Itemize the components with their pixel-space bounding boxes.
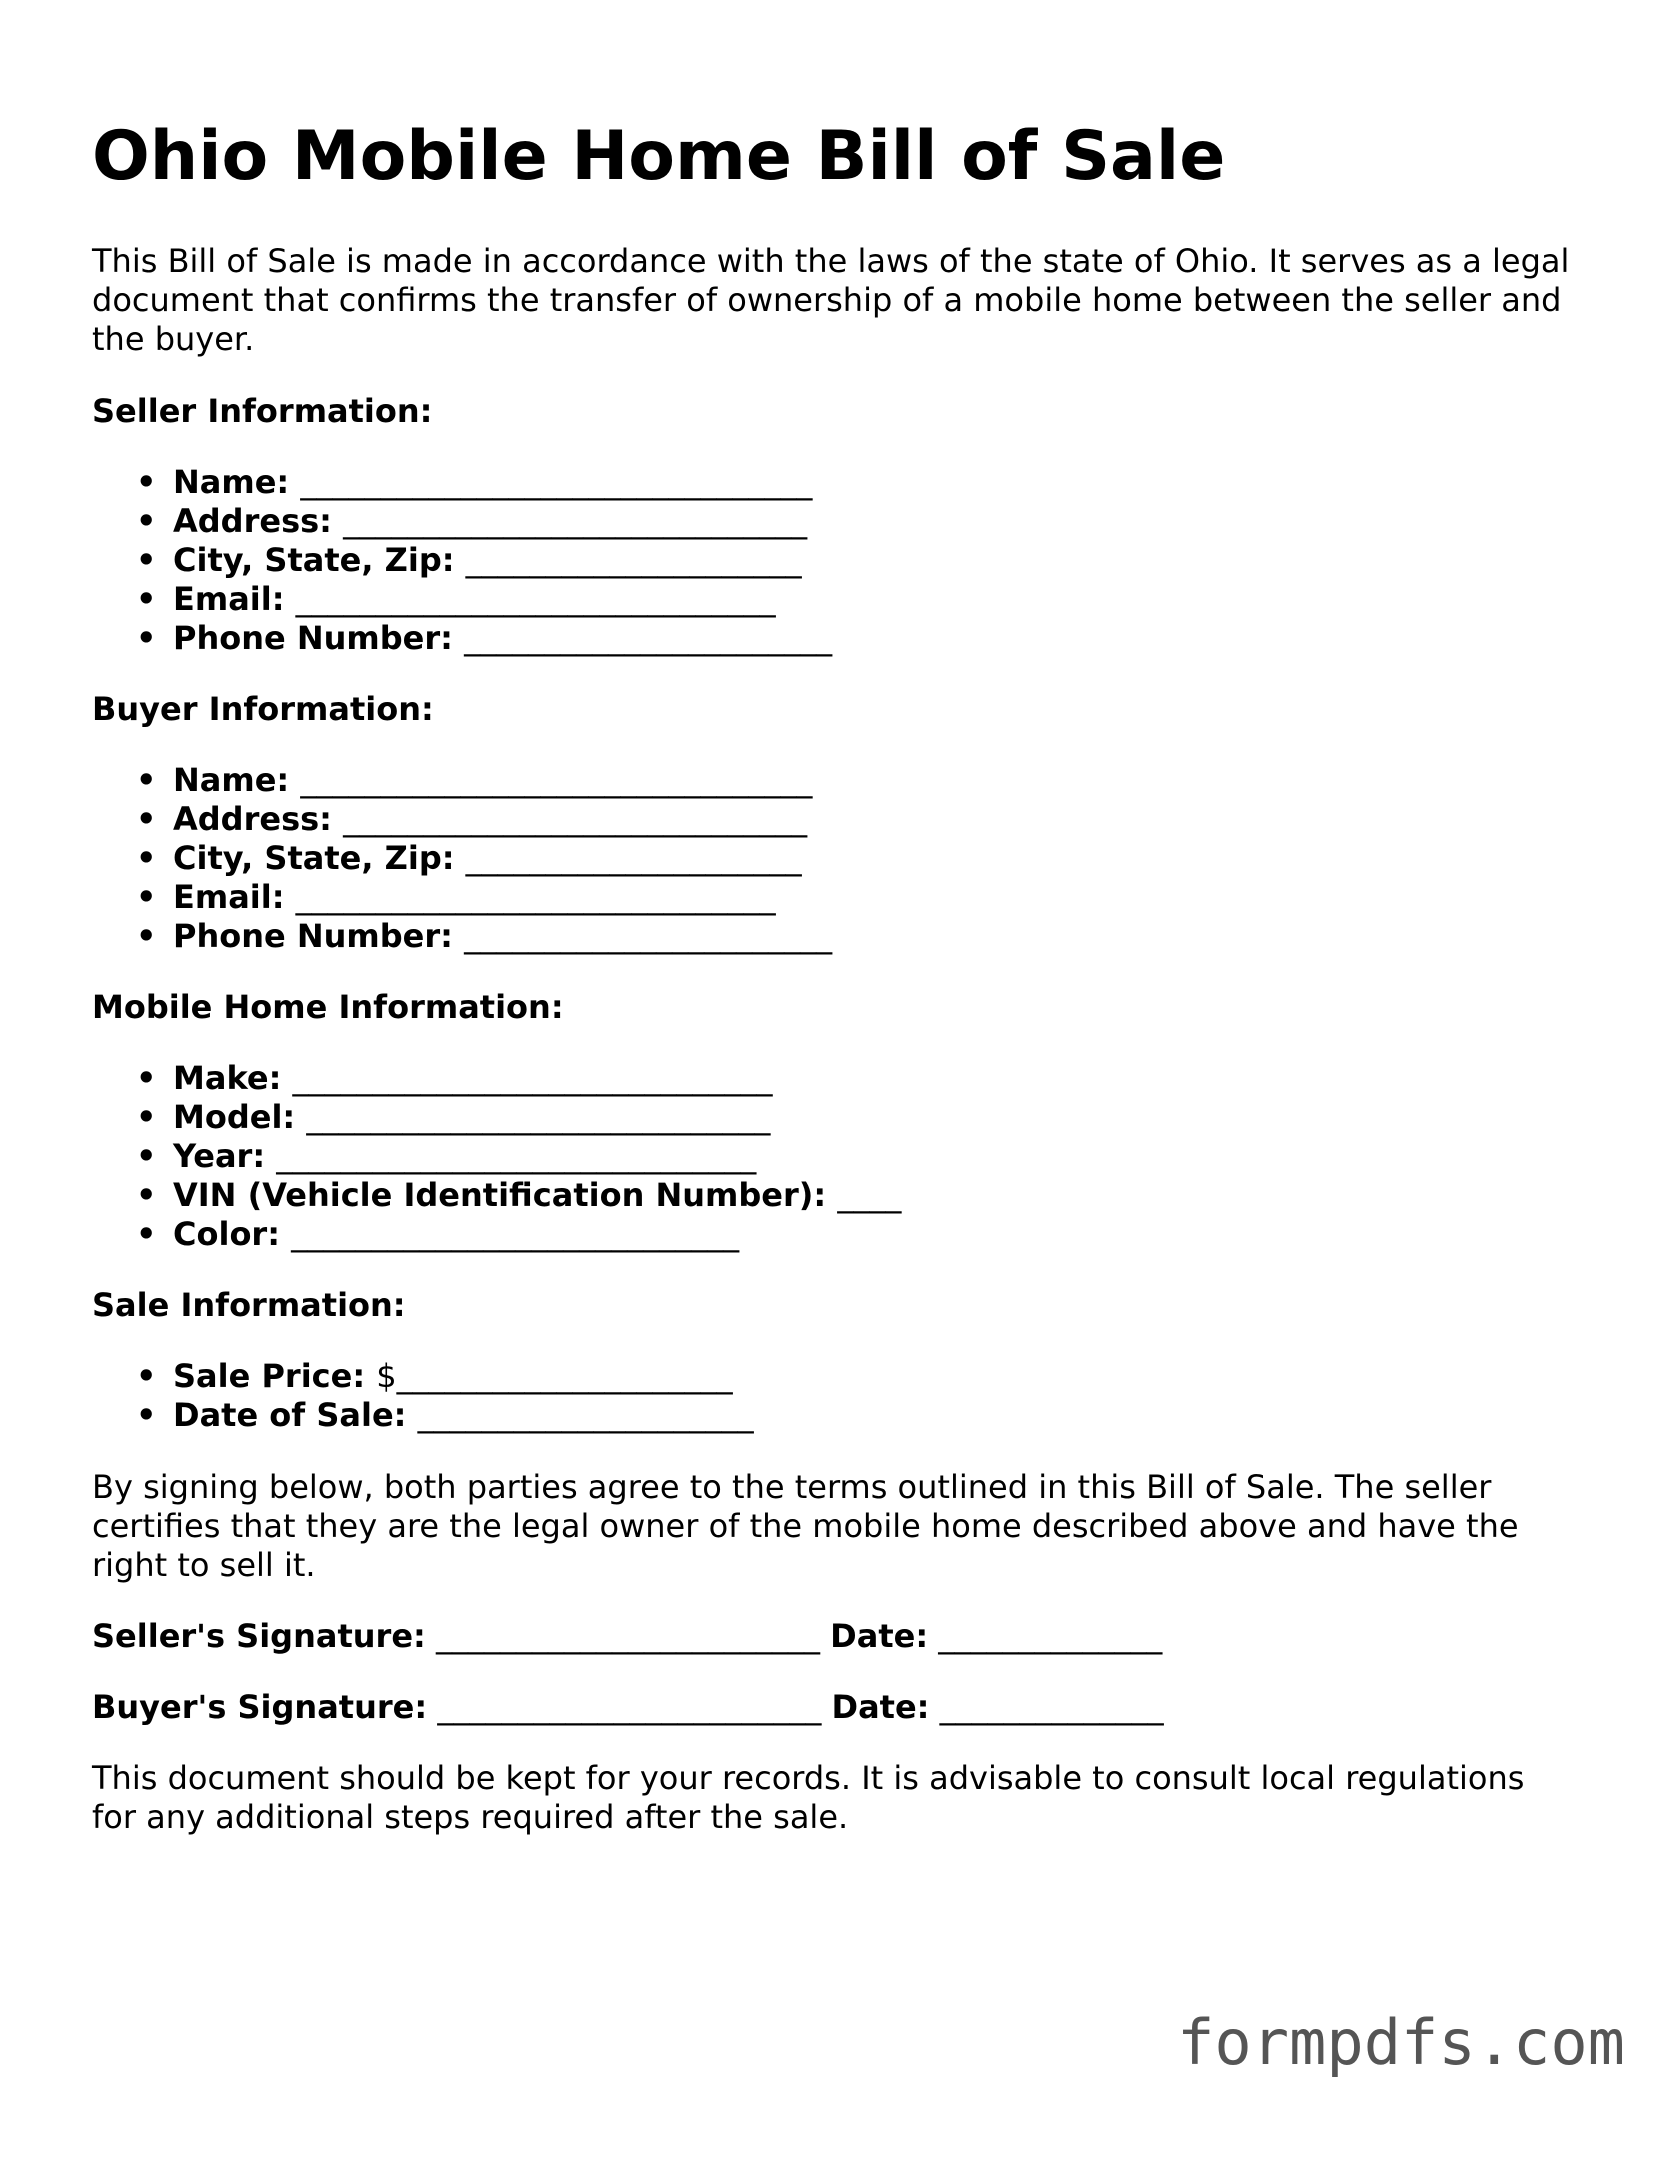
closing-paragraph: This document should be kept for your records. It is advisable to consult local regulations for any additional steps required after the sale. <box>92 1759 1525 1836</box>
seller-signature-blank[interactable]: ________________________ <box>435 1617 820 1655</box>
sale-price-field[interactable] <box>92 1357 754 1396</box>
seller-signature-label: Seller's Signature: <box>92 1617 426 1655</box>
field-label: Phone Number: <box>173 917 453 955</box>
model-field[interactable] <box>92 1098 901 1137</box>
field-blank[interactable]: ________________________________ <box>300 463 813 501</box>
buyer-signature-label: Buyer's Signature: <box>92 1688 428 1726</box>
sale-fields-list <box>92 1357 754 1435</box>
sale-section-heading: Sale Information: <box>92 1286 406 1324</box>
field-blank[interactable]: _______________________ <box>464 619 833 657</box>
field-label: Email: <box>173 878 285 916</box>
field-label: Email: <box>173 580 285 618</box>
field-blank[interactable]: _____________________ <box>465 839 802 877</box>
field-label: Name: <box>173 761 290 799</box>
field-blank[interactable]: _____________________________ <box>343 800 808 838</box>
field-label: City, State, Zip: <box>173 541 455 579</box>
seller-email-field[interactable] <box>92 580 832 619</box>
buyer-signature-row <box>92 1688 1164 1727</box>
field-blank[interactable]: ______________________________ <box>276 1137 757 1175</box>
date-of-sale-field[interactable] <box>92 1396 754 1435</box>
mobile-home-fields-list <box>92 1059 901 1254</box>
seller-city-state-zip-field[interactable] <box>92 541 832 580</box>
buyer-date-label: Date: <box>831 1688 930 1726</box>
mobile-home-section-heading: Mobile Home Information: <box>92 988 564 1026</box>
field-blank[interactable]: ____________________________ <box>291 1215 740 1253</box>
seller-fields-list <box>92 463 832 658</box>
buyer-fields-list <box>92 761 832 956</box>
field-label: Year: <box>173 1137 266 1175</box>
seller-section-heading: Seller Information: <box>92 392 433 430</box>
color-field[interactable] <box>92 1215 901 1254</box>
field-label: Model: <box>173 1098 296 1136</box>
page-title: Ohio Mobile Home Bill of Sale <box>92 117 1226 196</box>
agreement-paragraph: By signing below, both parties agree to the terms outlined in this Bill of Sale. The seller certifies that they are the legal owner of the mobile home described above and have the right to sell it. <box>92 1468 1519 1584</box>
seller-address-field[interactable] <box>92 502 832 541</box>
field-blank[interactable]: _______________________ <box>464 917 833 955</box>
seller-signature-row <box>92 1617 1162 1656</box>
vin-field[interactable] <box>92 1176 901 1215</box>
seller-phone-field[interactable] <box>92 619 832 658</box>
field-blank[interactable]: _____________________ <box>465 541 802 579</box>
field-label: Address: <box>173 502 332 540</box>
seller-name-field[interactable] <box>92 463 832 502</box>
field-label: Name: <box>173 463 290 501</box>
field-label: Sale Price: <box>173 1357 366 1395</box>
field-blank[interactable]: ______________________________ <box>292 1059 773 1097</box>
buyer-city-state-zip-field[interactable] <box>92 839 832 878</box>
field-label: VIN (Vehicle Identification Number): <box>173 1176 827 1214</box>
buyer-phone-field[interactable] <box>92 917 832 956</box>
year-field[interactable] <box>92 1137 901 1176</box>
buyer-email-field[interactable] <box>92 878 832 917</box>
make-field[interactable] <box>92 1059 901 1098</box>
field-label: Date of Sale: <box>173 1396 407 1434</box>
buyer-address-field[interactable] <box>92 800 832 839</box>
watermark-text: formpdfs.com <box>1177 2006 1625 2079</box>
field-blank[interactable]: _____________________ <box>417 1396 754 1434</box>
field-blank[interactable]: _____________________________ <box>343 502 808 540</box>
seller-date-label: Date: <box>830 1617 929 1655</box>
field-label: Address: <box>173 800 332 838</box>
field-blank[interactable]: ________________________________ <box>300 761 813 799</box>
field-label: City, State, Zip: <box>173 839 455 877</box>
buyer-name-field[interactable] <box>92 761 832 800</box>
field-label: Color: <box>173 1215 280 1253</box>
field-label: Make: <box>173 1059 282 1097</box>
buyer-signature-blank[interactable]: ________________________ <box>437 1688 822 1726</box>
seller-date-blank[interactable]: ______________ <box>938 1617 1163 1655</box>
field-blank[interactable]: ____ <box>837 1176 902 1214</box>
field-label: Phone Number: <box>173 619 453 657</box>
buyer-date-blank[interactable]: ______________ <box>939 1688 1164 1726</box>
field-blank[interactable]: $_____________________ <box>376 1357 733 1395</box>
field-blank[interactable]: _____________________________ <box>306 1098 771 1136</box>
buyer-section-heading: Buyer Information: <box>92 690 434 728</box>
intro-paragraph: This Bill of Sale is made in accordance with the laws of the state of Ohio. It serves as a legal document that confirms the transfer of ownership of a mobile home between the seller and the buyer. <box>92 242 1570 358</box>
field-blank[interactable]: ______________________________ <box>295 878 776 916</box>
field-blank[interactable]: ______________________________ <box>295 580 776 618</box>
